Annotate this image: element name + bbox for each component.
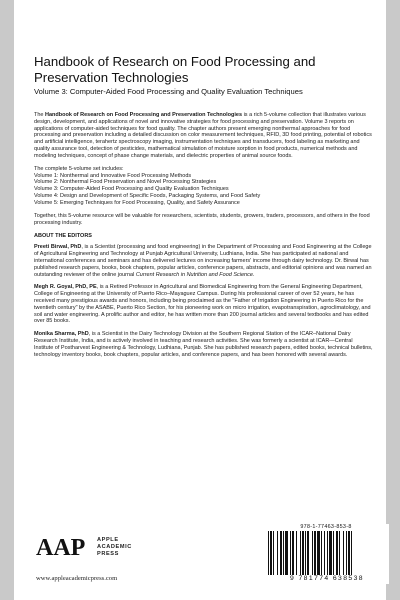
barcode-bar (329, 531, 332, 575)
barcode-bar (317, 531, 320, 575)
barcode-bar (305, 531, 306, 575)
intro-paragraph: The Handbook of Research on Food Processing and Preservation Technologies is a rich 5-volume collection that illustrates various design, development, and applications of novel and innovative strategies for food processing and preservation. Volume 3 reports on applications of computer-aided techniques for food quality. The chapter authors present emerging nonthermal approaches for food processing and preservation including a detailed discussion on color measurement techniques, RFID, 3D food printing, potential of robotics and artificial intelligence, terahertz spectroscopy imaging, instrumentation techniques and transducers, food labeling as marketing and quality assurance tool, detection of pesticides, mathematical simulation of moisture sorption in food products, numerical methods and modeling techniques, concept of phase change materials, and dielectric properties of animal source foods. (34, 112, 372, 159)
editor-name: Megh R. Goyal, PhD, PE (34, 284, 97, 291)
editor-bio: Megh R. Goyal, PhD, PE, is a Retired Professor in Agricultural and Biomedical Engineering from the General Engineering Department, College of Engineering at the University of Puerto Rico–Mayaguez Campus. During his professional career of over 52 years, he has received many prestigious awards and honors, including being proclaimed as the "Father of Irrigation Engineering in Puerto Rico for the twentieth century" by the ASABE, Puerto Rico Section, for his pioneering work on micro irrigation, evapotranspiration, agroclimatology, and soil and water engineering. A prolific author and editor, he has written more than 200 journal articles and several textbooks and has edited over 85 books. (34, 284, 371, 325)
editor-bio: Monika Sharma, PhD, is a Scientist in the Dairy Technology Division at the Southern Regional Station of the ICAR–National Dairy Research Institute, India, and is actively involved in teaching and research activities. She was formerly a scientist at ICAR—Central Institute of Postharvest Engineering & Technology, Ludhiana, Punjab. She has published research papers, edited books, technical bulletins, technology inventory books, book chapters, popular articles, and conference papers, and has been honored with several awards. (34, 331, 373, 358)
barcode-bar (296, 531, 297, 575)
barcode-bar (290, 531, 291, 575)
barcode-bar (268, 531, 269, 575)
barcode-bar (273, 531, 274, 575)
barcode-bar (285, 531, 288, 575)
barcode-bar (333, 531, 334, 575)
barcode-digits: 9 781774 638538 (290, 575, 364, 582)
editor-name: Preeti Birwal, PhD (34, 244, 82, 251)
list-item: Volume 3: Computer-Aided Food Processing and Quality Evaluation Techniques (34, 186, 229, 193)
barcode-bar (321, 531, 322, 575)
volume-list-intro: The complete 5-volume set includes: (34, 165, 124, 172)
barcode-bar (300, 531, 301, 575)
barcode-bar (336, 531, 338, 575)
editor-name: Monika Sharma, PhD (34, 331, 89, 338)
isbn-number: 978-1-77463-853-8 (300, 524, 352, 530)
barcode-bar (327, 531, 328, 575)
barcode-bar (314, 531, 316, 575)
barcode-bar (312, 531, 313, 575)
book-name-bold: Handbook of Research on Food Processing and Preservation Technologies (45, 112, 243, 118)
barcode-bar (343, 531, 344, 575)
barcode-bar (292, 531, 294, 575)
together-paragraph: Together, this 5-volume resource will be valuable for researchers, scientists, students, growers, traders, processors, and others in the food processing industry. (34, 212, 370, 226)
list-item: Volume 1: Nonthermal and Innovative Food Processing Methods (34, 172, 192, 179)
journal-name: Current Research in Nutrition and Food Science (135, 271, 253, 278)
description-body (34, 112, 373, 365)
publisher-name-line: PRESS (97, 551, 119, 557)
publisher-logo (36, 533, 156, 563)
barcode-bar (307, 531, 309, 575)
back-cover (14, 0, 386, 600)
barcode-bar (339, 531, 340, 575)
barcode-bar (348, 531, 350, 575)
barcode-bar (324, 531, 325, 575)
logo-text: AAP (36, 535, 86, 561)
barcode-bar (302, 531, 304, 575)
barcode-bar (351, 531, 352, 575)
editors-heading: ABOUT THE EDITORS (34, 232, 92, 239)
isbn-barcode-block (261, 524, 389, 584)
barcode-bar (270, 531, 272, 575)
volume-subtitle: Volume 3: Computer-Aided Food Processing and Quality Evaluation Techniques (34, 87, 303, 96)
aap-logo-icon (36, 533, 86, 561)
list-item: Volume 2: Nonthermal Food Preservation and Novel Processing Strategies (34, 179, 217, 186)
list-item: Volume 4: Design and Development of Specific Foods, Packaging Systems, and Food Safety (34, 192, 261, 199)
publisher-url: www.appleacademicpress.com (36, 575, 118, 582)
barcode-icon (265, 531, 387, 575)
publisher-name-line: ACADEMIC (97, 544, 132, 550)
publisher-name-line: APPLE (97, 537, 119, 543)
editor-bio: Preeti Birwal, PhD, is a Scientist (processing and food engineering) in the Department of Processing and Food Engineering at the College of Agricultural Engineering and Technology at Punjab Agricultural University, Ludhiana, India. She has participated at national and international conferences and seminars and has delivered lectures on increasing farmers' income through dairy technology. Dr. Birwal has published research papers, books, book chapters, popular articles, conference papers, abstracts, and editorial opinions and was named an outstanding reviewer of the online journal Current Research in Nutrition and Food Science. (34, 244, 372, 278)
book-title: Handbook of Research on Food Processing and Preservation Technologies (34, 54, 316, 85)
barcode-bar (283, 531, 284, 575)
barcode-bar (346, 531, 347, 575)
list-item: Volume 5: Emerging Techniques for Food Processing, Quality, and Safety Assurance (34, 199, 240, 206)
barcode-bar (277, 531, 278, 575)
barcode-bar (280, 531, 282, 575)
volume-list (34, 166, 373, 207)
